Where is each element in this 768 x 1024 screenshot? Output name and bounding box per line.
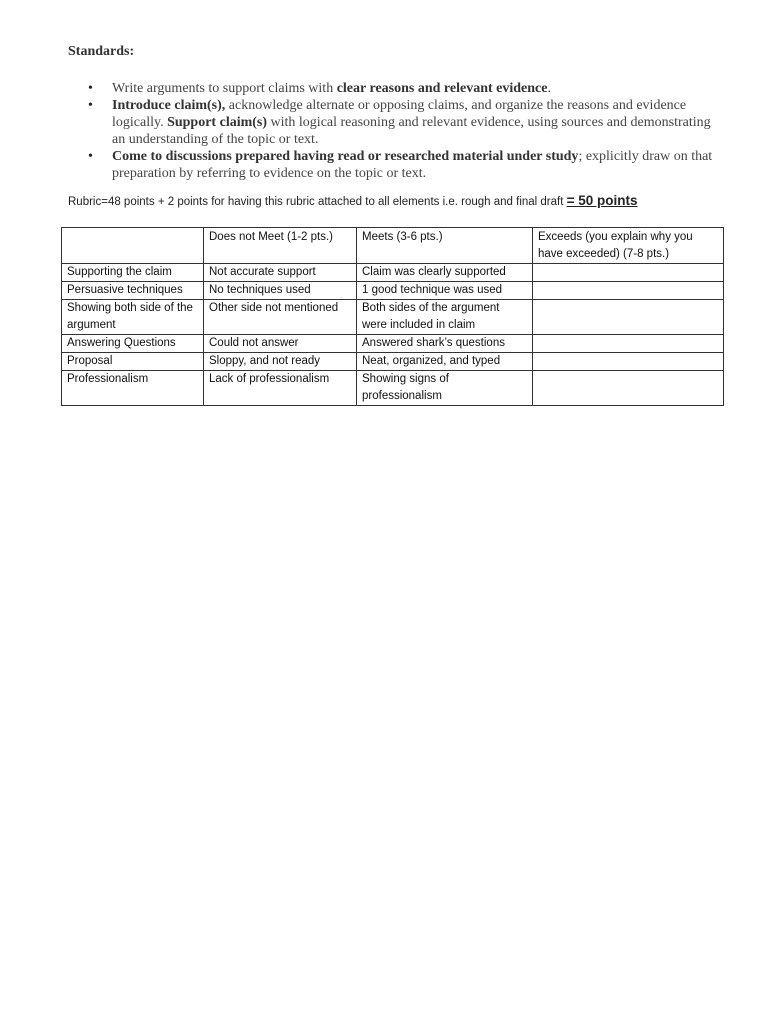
table-row	[62, 371, 724, 406]
meets-cell: Both sides of the argument were included in claim	[357, 300, 533, 335]
standard-2-text-d: with logical reasoning and relevant evidence, using sources and demonstrating an understanding of the topic or text.	[112, 115, 711, 147]
criteria-cell: Proposal	[62, 353, 204, 371]
exceeds-cell	[533, 353, 724, 371]
does-not-meet-cell: Other side not mentioned	[204, 300, 357, 335]
meets-cell: Answered shark’s questions	[357, 335, 533, 353]
standard-2-text-c: Support claim(s)	[167, 115, 268, 130]
criteria-cell: Supporting the claim	[62, 264, 204, 282]
standards-heading: Standards:	[68, 44, 135, 59]
header-cell-meets: Meets (3-6 pts.)	[357, 228, 533, 264]
rubric-points-note	[68, 193, 638, 208]
header-cell-does-not-meet: Does not Meet (1-2 pts.)	[204, 228, 357, 264]
header-cell-exceeds: Exceeds (you explain why you have exceeded) (7-8 pts.)	[533, 228, 724, 264]
exceeds-cell	[533, 282, 724, 300]
standards-list	[88, 80, 722, 182]
exceeds-cell	[533, 371, 724, 406]
table-row	[62, 353, 724, 371]
exceeds-cell	[533, 300, 724, 335]
does-not-meet-cell: Could not answer	[204, 335, 357, 353]
table-row	[62, 335, 724, 353]
standard-item-2	[112, 97, 722, 148]
rubric-total-points: = 50 points	[566, 193, 638, 208]
meets-cell: 1 good technique was used	[357, 282, 533, 300]
criteria-cell: Answering Questions	[62, 335, 204, 353]
exceeds-cell	[533, 264, 724, 282]
table-header-row	[62, 228, 724, 264]
standard-1-text-b: clear reasons and relevant evidence	[336, 81, 548, 96]
table-row	[62, 300, 724, 335]
standard-1-text-a: Write arguments to support claims with	[112, 81, 337, 96]
rubric-table	[61, 227, 724, 406]
exceeds-cell	[533, 335, 724, 353]
header-cell-criteria	[62, 228, 204, 264]
does-not-meet-cell: No techniques used	[204, 282, 357, 300]
table-row	[62, 282, 724, 300]
rubric-points-text: Rubric=48 points + 2 points for having this rubric attached to all elements i.e. rough and final draft	[68, 196, 567, 208]
criteria-cell: Professionalism	[62, 371, 204, 406]
criteria-cell: Persuasive techniques	[62, 282, 204, 300]
meets-cell: Neat, organized, and typed	[357, 353, 533, 371]
standard-item-3	[112, 148, 722, 182]
does-not-meet-cell: Lack of professionalism	[204, 371, 357, 406]
standard-3-text-a: Come to discussions prepared having read or researched material under study	[112, 149, 579, 164]
standard-1-text-c: .	[547, 81, 551, 96]
criteria-cell: Showing both side of the argument	[62, 300, 204, 335]
standard-2-text-b: acknowledge alternate or opposing claims, and organize the reasons and evidence logically.	[112, 98, 687, 130]
standard-item-1	[112, 80, 722, 97]
meets-cell: Claim was clearly supported	[357, 264, 533, 282]
standard-3-text-b: ; explicitly draw on that preparation by referring to evidence on the topic or text.	[112, 149, 713, 181]
meets-cell: Showing signs of professionalism	[357, 371, 533, 406]
standard-2-text-a: Introduce claim(s),	[112, 98, 226, 113]
does-not-meet-cell: Sloppy, and not ready	[204, 353, 357, 371]
table-row	[62, 264, 724, 282]
does-not-meet-cell: Not accurate support	[204, 264, 357, 282]
